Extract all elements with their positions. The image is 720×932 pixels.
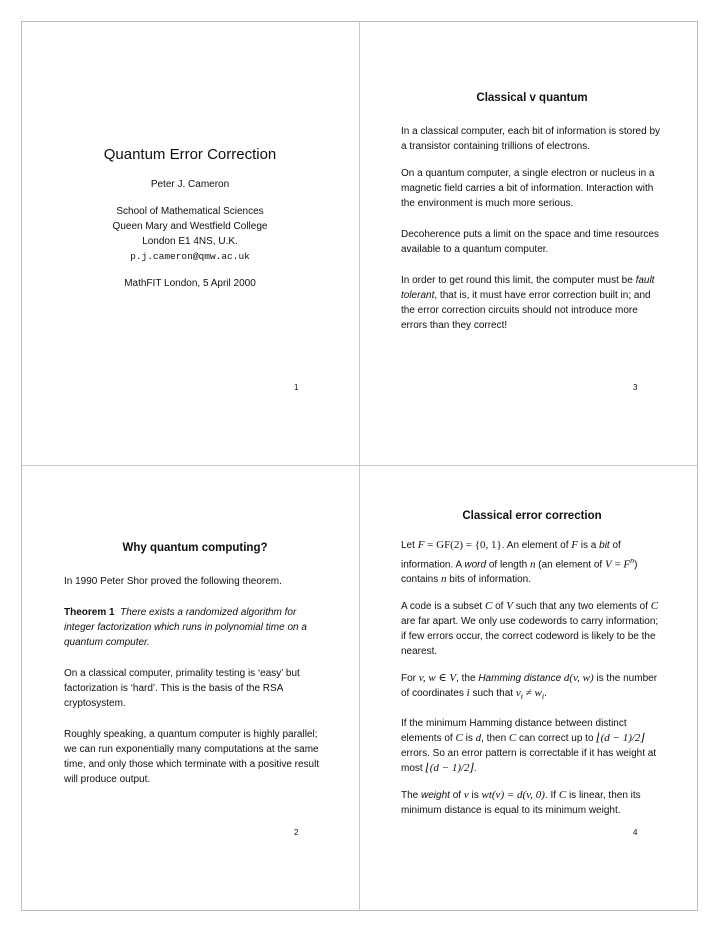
event-line: MathFIT London, 5 April 2000 xyxy=(124,278,256,289)
slide-3-para-2: On a quantum computer, a single electron or nucleus in a magnetic field carries a bit of information. Interaction with the environment is much more serious. xyxy=(401,168,655,209)
slide-4-para-5: The weight of v is wt(v) = d(v, 0). If C is linear, then its minimum distance is equal to its minimum weight. xyxy=(401,789,641,817)
slide-4 xyxy=(401,509,663,830)
affiliation-address: London E1 4NS, U.K. xyxy=(142,236,238,247)
fault-tolerant-term: fault tolerant xyxy=(401,275,655,301)
page-number-2: 2 xyxy=(294,828,299,837)
page-number-4: 4 xyxy=(633,828,638,837)
slide-3-para-3: Decoherence puts a limit on the space and time resources available to a quantum computer. xyxy=(401,229,659,255)
affiliation-college: Queen Mary and Westfield College xyxy=(112,221,268,232)
slide-4-para-4: If the minimum Hamming distance between distinct elements of C is d, then C can correct up to ⌊(d − 1)/2⌋ errors. So an error pattern is correctable if it has weight at most ⌊(d − 1)/2⌋. xyxy=(401,718,657,775)
slide-3-para-4: In order to get round this limit, the computer must be fault tolerant, that is, it must have error correction built in; and the error correction circuits should not introduce more errors than they correct! xyxy=(401,275,655,331)
theorem-label: Theorem 1 xyxy=(64,607,115,618)
weight-term: weight xyxy=(421,790,450,802)
slide-4-para-1: Let F = GF(2) = {0, 1}. An element of F is a bit of information. A word of length n (an element of $V = F^n$) contains n bits of information. xyxy=(401,539,638,586)
vertical-divider xyxy=(359,21,360,911)
slide-4-para-2: A code is a subset C of V such that any two elements of C are far apart. We only use codewords to carry information; if few errors occur, the correct codeword is likely to be the nearest. xyxy=(401,600,659,658)
slide-3 xyxy=(401,91,663,345)
theorem-1 xyxy=(64,605,326,650)
slide-4-para-3: For v, w ∈ V, the Hamming distance d(v, w) is the number of coordinates i such that $v_i \ne w_i$. xyxy=(401,672,658,702)
author-name: Peter J. Cameron xyxy=(150,179,230,190)
slide-4-heading: Classical error correction xyxy=(462,510,602,522)
horizontal-divider xyxy=(21,465,698,466)
page-number-3: 3 xyxy=(633,383,638,392)
slide-2-heading: Why quantum computing? xyxy=(122,542,268,554)
hamming-distance-term: Hamming distance xyxy=(478,673,562,685)
slide-1-title: Quantum Error Correction xyxy=(103,146,277,163)
theorem-text: There exists a randomized algorithm for integer factorization which runs in polynomial time on a quantum computer. xyxy=(64,607,307,648)
slide-2 xyxy=(64,541,326,799)
author-email: p.j.cameron@qmw.ac.uk xyxy=(130,251,250,262)
slide-3-para-1: In a classical computer, each bit of information is stored by a transistor containing trillions of electrons. xyxy=(401,126,661,152)
slide-2-para-1: In 1990 Peter Shor proved the following theorem. xyxy=(64,576,282,587)
page-number-1: 1 xyxy=(294,383,299,392)
slide-1 xyxy=(60,145,320,291)
slide-2-para-3: Roughly speaking, a quantum computer is highly parallel; we can run exponentially many computations at the same time, and only those which terminate with a positive result will produce output. xyxy=(64,729,320,785)
slide-3-heading: Classical v quantum xyxy=(476,92,588,104)
bit-term: bit xyxy=(599,540,610,551)
slide-2-para-2: On a classical computer, primality testing is ‘easy’ but factorization is ‘hard’. This is the basis of the RSA cryptosystem. xyxy=(64,668,300,709)
affiliation-school: School of Mathematical Sciences xyxy=(116,206,264,217)
word-term: word xyxy=(464,559,487,571)
